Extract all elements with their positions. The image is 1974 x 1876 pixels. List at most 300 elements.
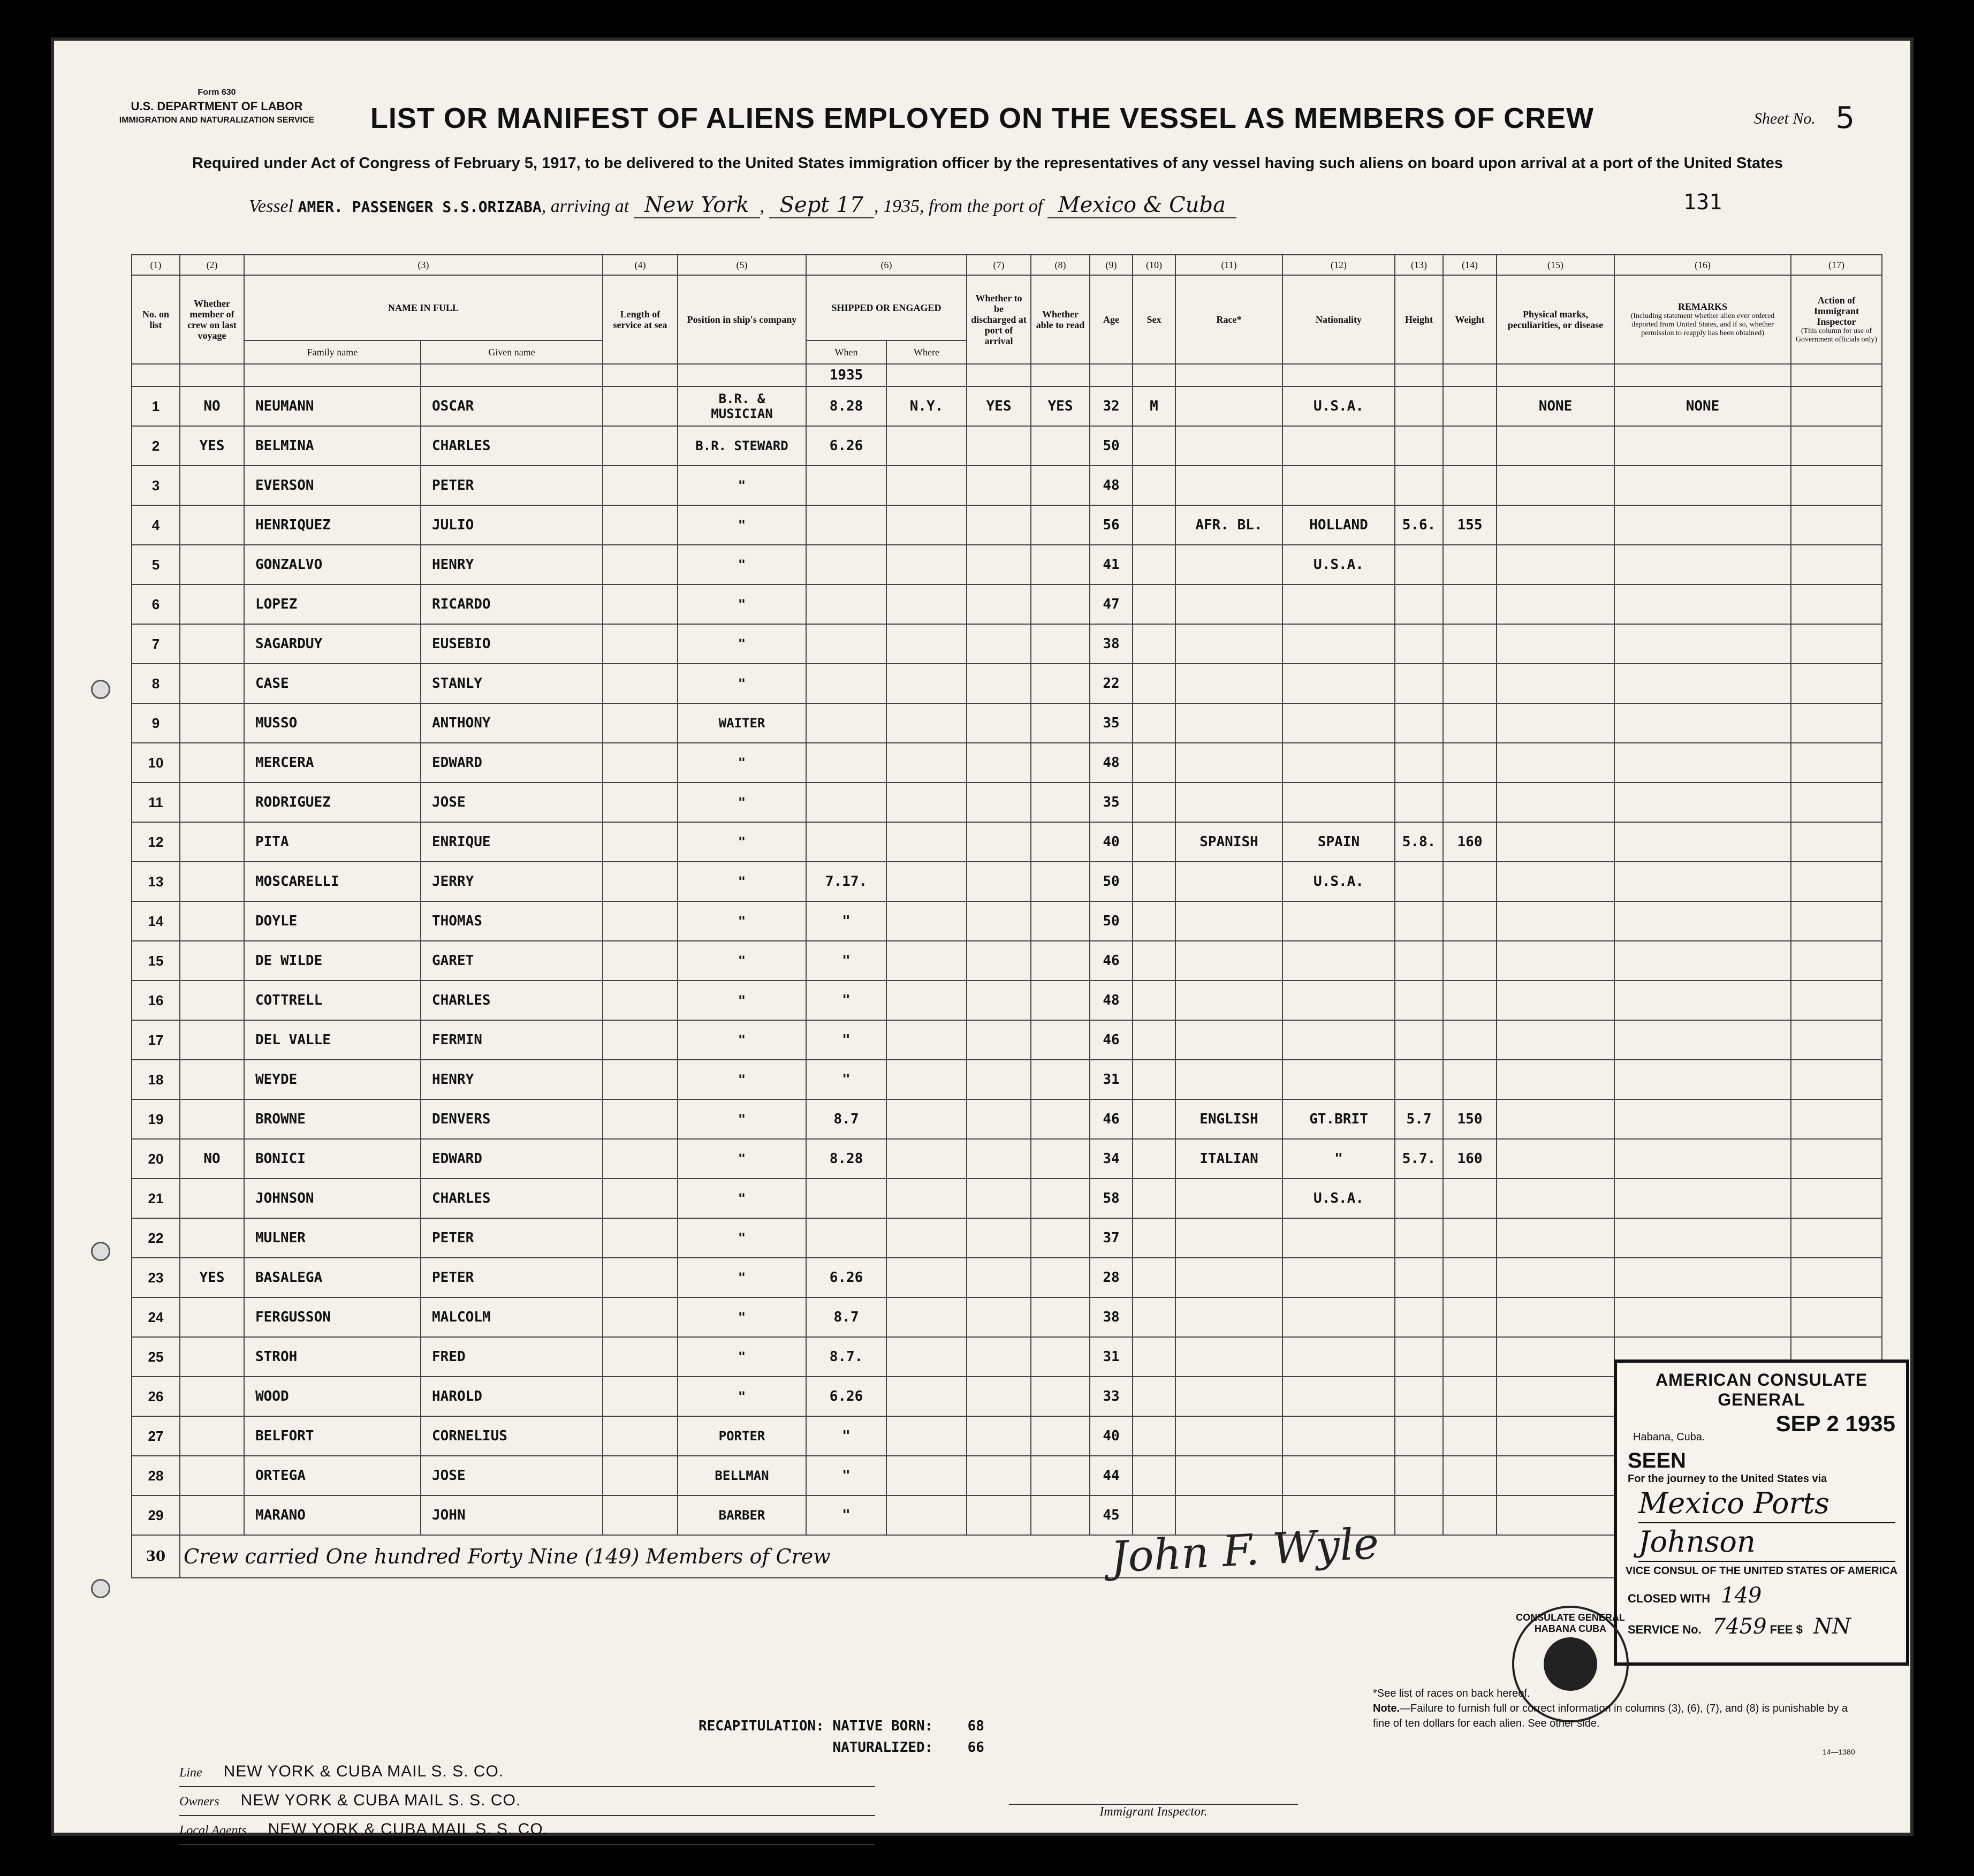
cell-family: SAGARDUY [244,624,421,664]
cell-read [1031,1179,1090,1218]
cell-read [1031,703,1090,743]
cell-height: 5.8. [1395,822,1443,862]
cell-empty [1791,624,1882,664]
cell-remarks: NONE [1614,386,1791,426]
col-number: (17) [1791,255,1882,275]
cell-height [1395,1337,1443,1377]
cell-empty [1791,466,1882,505]
cell-marks [1497,1179,1614,1218]
cell-marks [1497,1377,1614,1416]
cell-where [886,743,967,783]
page-title: LIST OR MANIFEST OF ALIENS EMPLOYED ON THE VESSEL AS MEMBERS OF CREW [370,102,1595,134]
cell-weight [1443,1258,1497,1297]
cell-member [180,743,244,783]
cell-read [1031,981,1090,1020]
cell-weight [1443,743,1497,783]
col-number: (16) [1614,255,1791,275]
cell-position: " [678,1099,806,1139]
cell-weight: 160 [1443,1139,1497,1179]
cell-empty [1791,1218,1882,1258]
cell-race [1175,1456,1282,1495]
cell-member: NO [180,1139,244,1179]
cell-height: 5.6. [1395,505,1443,545]
cell-member: YES [180,1258,244,1297]
cell-sex [1133,545,1175,584]
col-number: (10) [1133,255,1175,275]
cell-where: N.Y. [886,386,967,426]
department-name: U.S. DEPARTMENT OF LABOR [131,100,303,113]
cell-member [180,981,244,1020]
cell-remarks [1614,743,1791,783]
cell-where [886,1495,967,1535]
cell-position: " [678,505,806,545]
cell-nationality [1282,624,1395,664]
cell-age: 46 [1090,1020,1133,1060]
cell-no: 26 [132,1377,180,1416]
cell-race [1175,981,1282,1020]
cell-sex [1133,1060,1175,1099]
cell-when [806,743,886,783]
cell-remarks [1614,1139,1791,1179]
header-length-service: Length of service at sea [603,275,678,364]
cell-discharged [967,624,1031,664]
cell-given: HENRY [421,1060,603,1099]
cell-weight: 155 [1443,505,1497,545]
cell-empty [1791,1139,1882,1179]
cell-marks: NONE [1497,386,1614,426]
cell-race [1175,1060,1282,1099]
col-number: (8) [1031,255,1090,275]
cell-position: " [678,466,806,505]
header-given-name: Given name [421,340,603,364]
cell-marks [1497,783,1614,822]
cell-empty [1791,901,1882,941]
vessel-line: Vessel AMER. PASSENGER S.S.ORIZABA, arriving at New York , Sept 17 , 1935, from the port of Mexico & Cuba [249,193,1801,217]
col-number: (9) [1090,255,1133,275]
cell-when: 6.26 [806,1377,886,1416]
cell-empty [603,1377,678,1416]
cell-family: DOYLE [244,901,421,941]
cell-no: 30 [132,1535,180,1578]
cell-member [180,1020,244,1060]
cell-nationality: U.S.A. [1282,386,1395,426]
cell-where [886,505,967,545]
cell-empty [1791,941,1882,981]
table-row [132,743,1882,783]
cell-family: JOHNSON [244,1179,421,1218]
cell-age: 32 [1090,386,1133,426]
cell-marks [1497,624,1614,664]
cell-member [180,1060,244,1099]
form-code: 14—1380 [1823,1748,1855,1756]
cell-when [806,505,886,545]
cell-weight [1443,981,1497,1020]
cell-member [180,1179,244,1218]
header-when: When [806,340,886,364]
cell-when [806,624,886,664]
cell-position: " [678,1020,806,1060]
col-number: (2) [180,255,244,275]
cell-where [886,664,967,703]
cell-age: 37 [1090,1218,1133,1258]
native-born-count: 68 [967,1718,984,1734]
cell-given: EDWARD [421,1139,603,1179]
cell-weight [1443,1416,1497,1456]
cell-empty [1791,981,1882,1020]
cell-given: OSCAR [421,386,603,426]
cell-empty [603,822,678,862]
cell-age: 38 [1090,1297,1133,1337]
cell-marks [1497,1297,1614,1337]
cell-empty [603,545,678,584]
cell-read [1031,1456,1090,1495]
cell-where [886,584,967,624]
cell-family: EVERSON [244,466,421,505]
cell-empty [603,1099,678,1139]
owners-field: Owners NEW YORK & CUBA MAIL S. S. CO. [179,1787,875,1816]
cell-read [1031,1139,1090,1179]
cell-age: 46 [1090,941,1133,981]
cell-remarks [1614,783,1791,822]
cell-where [886,1456,967,1495]
cell-sex [1133,664,1175,703]
cell-when [806,1218,886,1258]
manifest-sheet [51,37,1914,1836]
col-number: (13) [1395,255,1443,275]
cell-family: BONICI [244,1139,421,1179]
service-name: IMMIGRATION AND NATURALIZATION SERVICE [119,116,315,125]
cell-remarks [1614,901,1791,941]
cell-empty [1791,584,1882,624]
cell-read [1031,1377,1090,1416]
cell-discharged [967,664,1031,703]
cell-member [180,941,244,981]
cell-discharged [967,1297,1031,1337]
col-number: (5) [678,255,806,275]
cell-no: 1 [132,386,180,426]
cell-race [1175,426,1282,466]
cell-empty [603,1337,678,1377]
cell-nationality: U.S.A. [1282,545,1395,584]
cell-height [1395,941,1443,981]
header-age: Age [1090,275,1133,364]
cell-no: 27 [132,1416,180,1456]
sheet-number: Sheet No. 5 [1753,101,1855,135]
header-name-in-full: NAME IN FULL [244,275,603,340]
cell-when [806,822,886,862]
table-row [132,624,1882,664]
cell-discharged [967,1218,1031,1258]
cell-no: 8 [132,664,180,703]
cell-no: 18 [132,1060,180,1099]
immigrant-inspector-label: Immigrant Inspector. [1009,1804,1298,1819]
cell-no: 24 [132,1297,180,1337]
cell-nationality [1282,1337,1395,1377]
table-row [132,1139,1882,1179]
cell-given: FRED [421,1337,603,1377]
cell-where [886,1297,967,1337]
cell-remarks [1614,624,1791,664]
cell-age: 38 [1090,624,1133,664]
cell-remarks [1614,822,1791,862]
cell-sex [1133,1258,1175,1297]
cell-member [180,1218,244,1258]
table-row [132,1179,1882,1218]
cell-race [1175,1258,1282,1297]
year-value: 1935 [806,364,886,386]
cell-age: 40 [1090,822,1133,862]
cell-age: 34 [1090,1139,1133,1179]
cell-empty [603,783,678,822]
cell-sex [1133,1337,1175,1377]
table-row [132,783,1882,822]
cell-empty [603,1218,678,1258]
cell-read [1031,783,1090,822]
cell-empty [603,1495,678,1535]
cell-race [1175,386,1282,426]
cell-member: NO [180,386,244,426]
cell-read [1031,1020,1090,1060]
cell-given: CHARLES [421,426,603,466]
cell-height [1395,1416,1443,1456]
header-shipped: SHIPPED OR ENGAGED [806,275,967,340]
cell-given: THOMAS [421,901,603,941]
cell-race [1175,545,1282,584]
cell-race [1175,941,1282,981]
header-nationality: Nationality [1282,275,1395,364]
cell-given: JULIO [421,505,603,545]
cell-height [1395,1258,1443,1297]
cell-where [886,1020,967,1060]
cell-family: HENRIQUEZ [244,505,421,545]
cell-weight [1443,783,1497,822]
cell-marks [1497,505,1614,545]
cell-remarks [1614,1020,1791,1060]
cell-position: BELLMAN [678,1456,806,1495]
cell-nationality [1282,981,1395,1020]
cell-height [1395,901,1443,941]
cell-age: 22 [1090,664,1133,703]
cell-empty [603,981,678,1020]
cell-sex [1133,1456,1175,1495]
cell-given: FERMIN [421,1020,603,1060]
cell-remarks [1614,941,1791,981]
cell-where [886,981,967,1020]
cell-family: STROH [244,1337,421,1377]
cell-marks [1497,743,1614,783]
cell-discharged [967,822,1031,862]
cell-empty [603,426,678,466]
cell-age: 31 [1090,1060,1133,1099]
cell-sex [1133,1297,1175,1337]
cell-empty [603,1060,678,1099]
cell-where [886,941,967,981]
cell-when [806,783,886,822]
cell-empty [603,1456,678,1495]
cell-marks [1497,901,1614,941]
cell-position: " [678,664,806,703]
cell-height [1395,545,1443,584]
cell-height [1395,624,1443,664]
cell-empty [603,505,678,545]
cell-race [1175,466,1282,505]
cell-empty [1791,1297,1882,1337]
cell-discharged [967,466,1031,505]
table-row [132,426,1882,466]
cell-weight [1443,1218,1497,1258]
cell-discharged [967,981,1031,1020]
cell-race: ENGLISH [1175,1099,1282,1139]
cell-when: " [806,1416,886,1456]
cell-no: 5 [132,545,180,584]
cell-discharged [967,1495,1031,1535]
cell-when [806,545,886,584]
cell-family: BELMINA [244,426,421,466]
table-row [132,1060,1882,1099]
cell-race: SPANISH [1175,822,1282,862]
col-number: (7) [967,255,1031,275]
cell-sex [1133,703,1175,743]
cell-position: " [678,1139,806,1179]
departure-port: Mexico & Cuba [1047,193,1236,218]
cell-remarks [1614,1099,1791,1139]
sheet-number-value: 5 [1835,101,1855,135]
header-where: Where [886,340,967,364]
cell-discharged: YES [967,386,1031,426]
agents-field: Local Agents NEW YORK & CUBA MAIL S. S. CO. [179,1816,875,1845]
cell-weight [1443,862,1497,901]
cell-weight [1443,1060,1497,1099]
cell-marks [1497,1416,1614,1456]
cell-nationality [1282,1377,1395,1416]
cell-member [180,664,244,703]
cell-given: CORNELIUS [421,1416,603,1456]
cell-read [1031,941,1090,981]
cell-position: " [678,1218,806,1258]
cell-marks [1497,664,1614,703]
cell-marks [1497,1495,1614,1535]
cell-empty [603,1020,678,1060]
recapitulation: RECAPITULATION: NATIVE BORN: 68 NATURALIZED: 66 [699,1715,984,1758]
cell-nationality [1282,941,1395,981]
cell-when: " [806,1456,886,1495]
cell-age: 46 [1090,1099,1133,1139]
col-number: (6) [806,255,967,275]
cell-position: WAITER [678,703,806,743]
cell-marks [1497,466,1614,505]
cell-height [1395,1179,1443,1218]
cell-age: 44 [1090,1456,1133,1495]
cell-discharged [967,1258,1031,1297]
cell-weight [1443,664,1497,703]
cell-empty [603,386,678,426]
cell-read [1031,545,1090,584]
cell-discharged [967,1377,1031,1416]
cell-no: 10 [132,743,180,783]
cell-when: " [806,1020,886,1060]
cell-sex [1133,981,1175,1020]
cell-marks [1497,703,1614,743]
cell-member [180,1495,244,1535]
cell-position: " [678,981,806,1020]
cell-discharged [967,743,1031,783]
cell-empty [1791,862,1882,901]
cell-given: CHARLES [421,981,603,1020]
cell-read [1031,743,1090,783]
cell-height [1395,1456,1443,1495]
cell-position: " [678,862,806,901]
cell-nationality: SPAIN [1282,822,1395,862]
cell-weight: 150 [1443,1099,1497,1139]
cell-weight [1443,1377,1497,1416]
cell-given: ANTHONY [421,703,603,743]
cell-sex [1133,426,1175,466]
consulate-seal: CONSULATE GENERAL HABANA CUBA [1512,1606,1629,1722]
table-row [132,1297,1882,1337]
col-number: (15) [1497,255,1614,275]
year-row [132,364,1882,386]
table-row [132,822,1882,862]
cell-member [180,545,244,584]
cell-sex [1133,783,1175,822]
cell-marks [1497,1258,1614,1297]
consulate-stamp: AMERICAN CONSULATE GENERAL SEP 2 1935 Habana, Cuba. SEEN For the journey to the United States via Mexico Ports Johnson VICE CONSUL OF THE UNITED STATES OF AMERICA CLOSED WITH 149 SERVICE No. 7459 FEE $ NN [1614,1359,1909,1666]
cell-where [886,1258,967,1297]
cell-where [886,624,967,664]
cell-when: 6.26 [806,1258,886,1297]
cell-where [886,862,967,901]
cell-given: PETER [421,1218,603,1258]
cell-marks [1497,1099,1614,1139]
cell-family: MUSSO [244,703,421,743]
cell-remarks [1614,1218,1791,1258]
cell-read [1031,584,1090,624]
cell-member [180,1297,244,1337]
cell-family: RODRIGUEZ [244,783,421,822]
cell-weight [1443,1020,1497,1060]
cell-race [1175,1218,1282,1258]
cell-remarks [1614,703,1791,743]
cell-where [886,901,967,941]
header-no-on-list: No. on list [132,275,180,364]
cell-discharged [967,901,1031,941]
cell-family: NEUMANN [244,386,421,426]
cell-read [1031,1297,1090,1337]
cell-remarks [1614,505,1791,545]
cell-position: PORTER [678,1416,806,1456]
cell-weight [1443,545,1497,584]
table-row [132,584,1882,624]
cell-height [1395,466,1443,505]
cell-weight [1443,624,1497,664]
cell-empty [603,1416,678,1456]
column-header-row [132,275,1882,340]
via-handwritten: Mexico Ports [1638,1485,1895,1523]
cell-member [180,1416,244,1456]
cell-read [1031,1416,1090,1456]
cell-empty [603,1139,678,1179]
table-row [132,1218,1882,1258]
header-sex: Sex [1133,275,1175,364]
cell-when: " [806,1495,886,1535]
cell-when: " [806,941,886,981]
cell-discharged [967,1020,1031,1060]
cell-no: 21 [132,1179,180,1218]
cell-position: " [678,1377,806,1416]
cell-empty [1791,1060,1882,1099]
cell-marks [1497,1218,1614,1258]
cell-family: DEL VALLE [244,1020,421,1060]
